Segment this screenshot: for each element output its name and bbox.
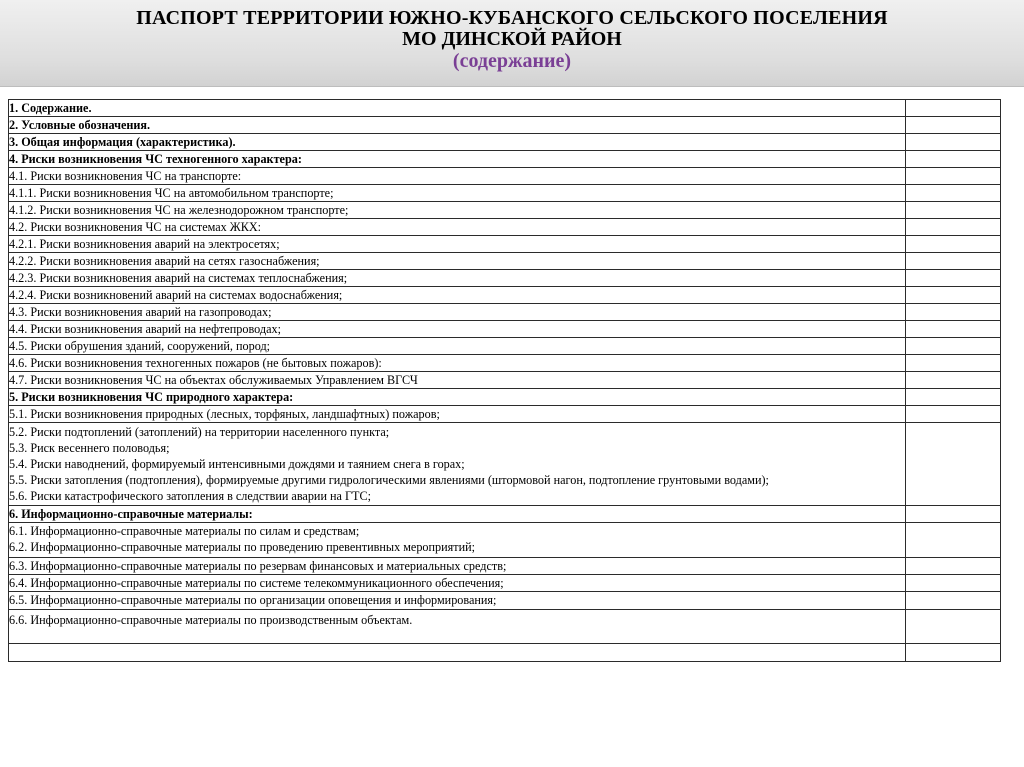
page-cell bbox=[906, 270, 1001, 287]
page-cell bbox=[906, 523, 1001, 558]
table-row bbox=[9, 117, 1001, 134]
page-cell bbox=[906, 304, 1001, 321]
page-title-line2: МО ДИНСКОЙ РАЙОН bbox=[402, 28, 622, 50]
table-row bbox=[9, 558, 1001, 575]
table-row bbox=[9, 100, 1001, 117]
toc-item-4-2-4: 4.2.4. Риски возникновений аварий на системах водоснабжения; bbox=[9, 287, 906, 304]
page-cell bbox=[906, 168, 1001, 185]
page-cell bbox=[906, 134, 1001, 151]
table-row bbox=[9, 644, 1001, 662]
toc-item-4-2-1: 4.2.1. Риски возникновения аварий на электросетях; bbox=[9, 236, 906, 253]
table-row bbox=[9, 270, 1001, 287]
table-row bbox=[9, 287, 1001, 304]
toc-item-6-3: 6.3. Информационно-справочные материалы по резервам финансовых и материальных средств; bbox=[9, 558, 906, 575]
toc-item-5-1: 5.1. Риски возникновения природных (лесных, торфяных, ландшафтных) пожаров; bbox=[9, 406, 906, 423]
table-row bbox=[9, 575, 1001, 592]
toc-item-5: 5. Риски возникновения ЧС природного характера: bbox=[9, 389, 906, 406]
toc-item-5-4: 5.4. Риски наводнений, формируемый интенсивными дождями и таянием снега в горах; bbox=[9, 457, 465, 471]
page-cell bbox=[906, 253, 1001, 270]
toc-item-6-2: 6.2. Информационно-справочные материалы по проведению превентивных мероприятий; bbox=[9, 540, 476, 554]
toc-item-2: 2. Условные обозначения. bbox=[9, 117, 906, 134]
table-row bbox=[9, 389, 1001, 406]
table-row bbox=[9, 592, 1001, 610]
toc-item-4-2-3: 4.2.3. Риски возникновения аварий на системах теплоснабжения; bbox=[9, 270, 906, 287]
toc-item-6-6: 6.6. Информационно-справочные материалы по производственным объектам. bbox=[9, 610, 906, 644]
table-row bbox=[9, 423, 1001, 506]
page-cell bbox=[906, 338, 1001, 355]
toc-item-4-2-2: 4.2.2. Риски возникновения аварий на сетях газоснабжения; bbox=[9, 253, 906, 270]
page-cell bbox=[906, 423, 1001, 506]
page-cell bbox=[906, 355, 1001, 372]
table-row bbox=[9, 338, 1001, 355]
page-cell bbox=[906, 202, 1001, 219]
toc-item-4-3: 4.3. Риски возникновения аварий на газопроводах; bbox=[9, 304, 906, 321]
page-cell bbox=[906, 506, 1001, 523]
toc-item-5-3: 5.3. Риск весеннего половодья; bbox=[9, 441, 170, 455]
table-row bbox=[9, 253, 1001, 270]
page-cell bbox=[906, 610, 1001, 644]
page-title: ПАСПОРТ ТЕРРИТОРИИ ЮЖНО-КУБАНСКОГО СЕЛЬСКОГО ПОСЕЛЕНИЯ bbox=[136, 7, 888, 29]
toc-item-5-6: 5.6. Риски катастрофического затопления в следствии аварии на ГТС; bbox=[9, 489, 371, 503]
toc-item-6: 6. Информационно-справочные материалы: bbox=[9, 506, 906, 523]
page-cell bbox=[906, 406, 1001, 423]
page-cell bbox=[906, 644, 1001, 662]
page-cell bbox=[906, 575, 1001, 592]
toc-item-5-5: 5.5. Риски затопления (подтопления), формируемые другими гидрологическими явлениями (штормовой нагон, подтопление грунтовыми водами); bbox=[9, 473, 769, 487]
toc-item-3: 3. Общая информация (характеристика). bbox=[9, 134, 906, 151]
page-cell bbox=[906, 117, 1001, 134]
toc-item-4: 4. Риски возникновения ЧС техногенного характера: bbox=[9, 151, 906, 168]
page-cell bbox=[906, 389, 1001, 406]
table-row bbox=[9, 219, 1001, 236]
toc-item-4-6: 4.6. Риски возникновения техногенных пожаров (не бытовых пожаров): bbox=[9, 355, 906, 372]
page-cell bbox=[906, 185, 1001, 202]
table-row bbox=[9, 185, 1001, 202]
toc-item-6-1: 6.1. Информационно-справочные материалы по силам и средствам; bbox=[9, 524, 360, 538]
table-row bbox=[9, 236, 1001, 253]
toc-item-4-2: 4.2. Риски возникновения ЧС на системах ЖКХ: bbox=[9, 219, 906, 236]
table-row bbox=[9, 304, 1001, 321]
toc-item-4-7: 4.7. Риски возникновения ЧС на объектах обслуживаемых Управлением ВГСЧ bbox=[9, 372, 906, 389]
page-cell bbox=[906, 219, 1001, 236]
table-row bbox=[9, 202, 1001, 219]
table-row bbox=[9, 321, 1001, 338]
page-cell bbox=[906, 321, 1001, 338]
contents-table bbox=[8, 99, 1001, 662]
table-row bbox=[9, 523, 1001, 558]
page-cell bbox=[906, 151, 1001, 168]
table-row bbox=[9, 134, 1001, 151]
toc-item-4-4: 4.4. Риски возникновения аварий на нефтепроводах; bbox=[9, 321, 906, 338]
page-subtitle: (содержание) bbox=[452, 50, 572, 72]
page-cell bbox=[906, 592, 1001, 610]
toc-item-6-5: 6.5. Информационно-справочные материалы по организации оповещения и информирования; bbox=[9, 592, 906, 610]
toc-item-4-1-2: 4.1.2. Риски возникновения ЧС на железнодорожном транспорте; bbox=[9, 202, 906, 219]
empty-row bbox=[9, 644, 906, 662]
toc-item-4-1-1: 4.1.1. Риски возникновения ЧС на автомобильном транспорте; bbox=[9, 185, 906, 202]
table-row bbox=[9, 506, 1001, 523]
toc-item-1: 1. Содержание. bbox=[9, 100, 906, 117]
table-row bbox=[9, 151, 1001, 168]
slide-header bbox=[0, 0, 1024, 87]
toc-item-6-4: 6.4. Информационно-справочные материалы по системе телекоммуникационного обеспечения; bbox=[9, 575, 906, 592]
page-cell bbox=[906, 558, 1001, 575]
page-cell bbox=[906, 100, 1001, 117]
table-row bbox=[9, 372, 1001, 389]
table-row bbox=[9, 355, 1001, 372]
toc-item-5-2: 5.2. Риски подтоплений (затоплений) на территории населенного пункта; bbox=[9, 425, 390, 439]
toc-item-4-5: 4.5. Риски обрушения зданий, сооружений, пород; bbox=[9, 338, 906, 355]
page-cell bbox=[906, 236, 1001, 253]
table-row bbox=[9, 406, 1001, 423]
page-cell bbox=[906, 287, 1001, 304]
table-row bbox=[9, 168, 1001, 185]
toc-item-4-1: 4.1. Риски возникновения ЧС на транспорте: bbox=[9, 168, 906, 185]
toc-group-6-1-6-2 bbox=[9, 523, 906, 558]
table-row bbox=[9, 610, 1001, 644]
toc-group-5-2-to-5-6 bbox=[9, 423, 906, 506]
page-cell bbox=[906, 372, 1001, 389]
